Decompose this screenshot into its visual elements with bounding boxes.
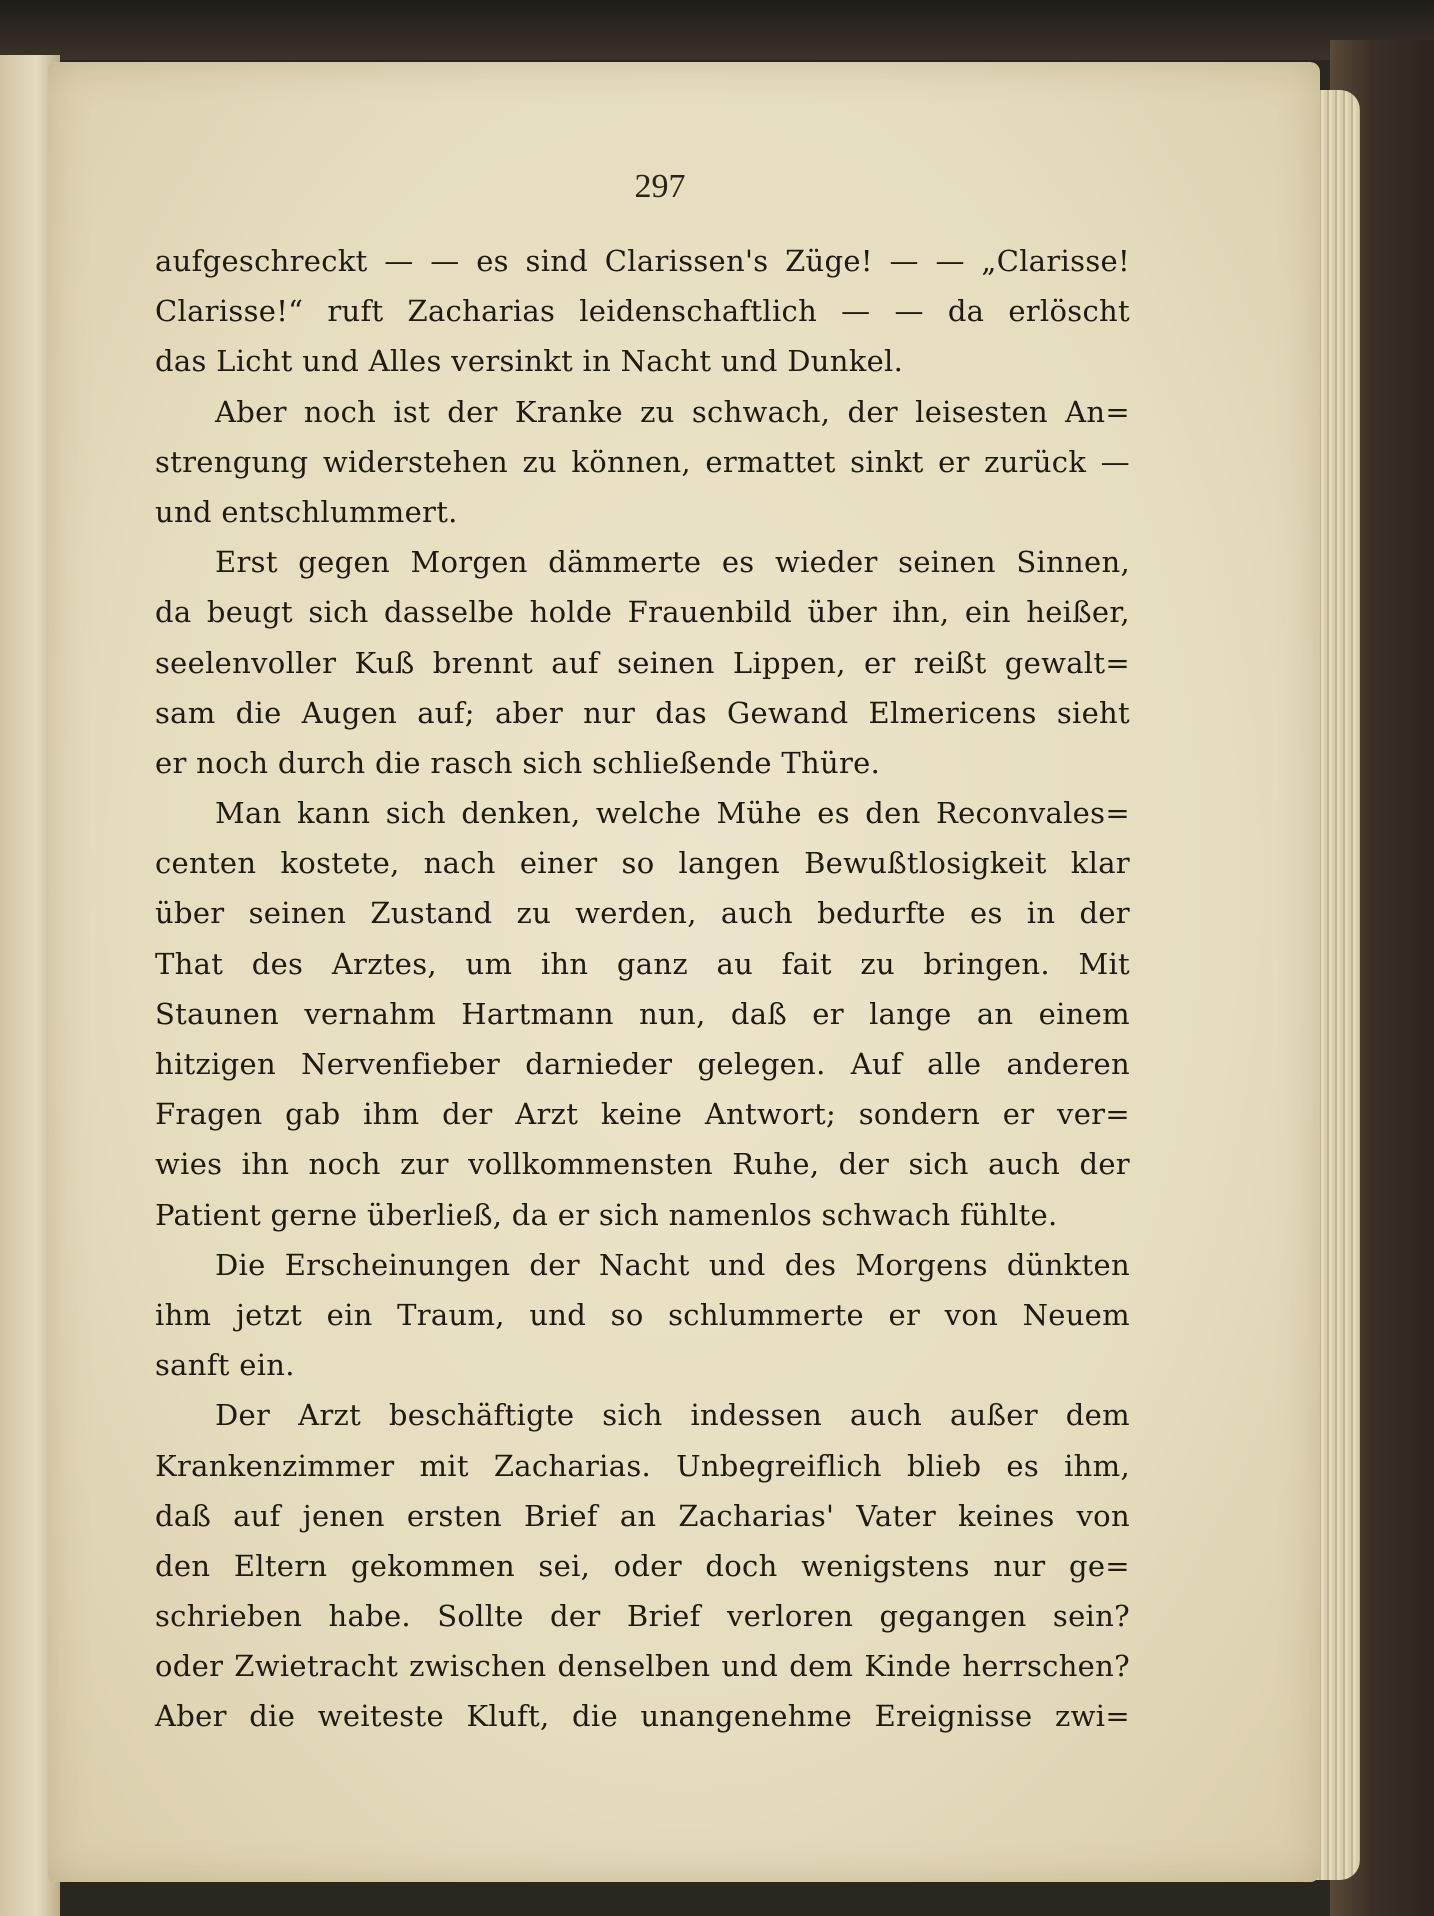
word: es — [1006, 1448, 1040, 1483]
word: holde — [529, 595, 613, 630]
word: centen — [155, 846, 257, 881]
word: Eltern — [233, 1548, 328, 1583]
word: Kinde — [864, 1649, 952, 1684]
word: Kuß — [354, 645, 415, 680]
word: einem — [1038, 996, 1130, 1031]
word: gegen — [298, 545, 390, 580]
word: nun, — [639, 996, 706, 1031]
word: seinen — [898, 545, 996, 580]
word: ein — [964, 595, 1011, 630]
word: Unbegreiflich — [676, 1448, 882, 1483]
word: Zacharias' — [678, 1498, 835, 1533]
word: Lippen, — [732, 645, 846, 680]
word: oder — [613, 1548, 682, 1583]
word: dünkten — [1006, 1247, 1130, 1282]
word: der — [1079, 1147, 1130, 1182]
word: reißt — [913, 645, 987, 680]
word: zu — [522, 444, 557, 479]
word: — — [894, 294, 924, 329]
word: auf — [233, 1498, 281, 1533]
word: ersten — [406, 1498, 503, 1533]
word: Aber — [215, 394, 287, 429]
word: können, — [571, 444, 691, 479]
word: alle — [927, 1047, 982, 1081]
word: widerstehen — [322, 444, 509, 479]
word: heißer, — [1026, 595, 1130, 630]
word: in — [1026, 896, 1056, 931]
word: der — [838, 1147, 890, 1182]
word: es — [817, 796, 850, 831]
word: nach — [423, 846, 496, 881]
body-text — [155, 236, 1130, 1742]
word: welche — [595, 796, 702, 831]
word: auf — [551, 645, 599, 680]
text-line — [155, 1641, 1130, 1691]
word: Nacht — [598, 1247, 690, 1282]
text-line — [155, 387, 1130, 437]
word: seelenvoller — [155, 645, 337, 680]
word: lange — [869, 996, 952, 1031]
word: zu — [860, 946, 895, 981]
backdrop — [0, 0, 1434, 60]
word: Clarissen's — [604, 244, 769, 278]
word: Zacharias — [407, 294, 556, 329]
word: auch — [850, 1398, 923, 1433]
word: gelegen. — [697, 1047, 826, 1081]
word: Morgens — [855, 1247, 988, 1282]
word: sinkt — [850, 444, 924, 479]
word: Erscheinungen — [284, 1247, 511, 1282]
word: ihn, — [892, 595, 950, 630]
word: zwischen — [409, 1649, 547, 1684]
word: aber — [494, 695, 564, 730]
word: an — [619, 1498, 657, 1533]
text-line — [155, 336, 1130, 386]
word: den — [155, 1548, 211, 1583]
text-line — [155, 1691, 1130, 1741]
word: weiteste — [317, 1699, 444, 1734]
page-number: 297 — [634, 168, 686, 205]
word: seinen — [248, 896, 347, 931]
word: nur — [993, 1548, 1046, 1583]
text-line — [155, 638, 1130, 688]
word: so — [621, 846, 655, 881]
text-line-content: und entschlummert. — [155, 494, 458, 529]
word: ihm — [155, 1297, 212, 1332]
text-line — [155, 437, 1130, 487]
word: Nervenfieber — [301, 1047, 501, 1081]
word: beugt — [206, 595, 293, 630]
word: Krankenzimmer — [155, 1448, 395, 1483]
word: dasselbe — [384, 595, 515, 630]
text-line — [155, 236, 1130, 286]
word: von — [944, 1297, 999, 1332]
word: die — [572, 1699, 618, 1734]
word: keine — [600, 1097, 683, 1132]
word: „Clarisse! — [981, 244, 1130, 278]
text-line — [155, 989, 1130, 1039]
word: jenen — [302, 1498, 385, 1533]
word: Fragen — [155, 1097, 263, 1132]
word: schwach, — [691, 394, 831, 429]
word: Sollte — [437, 1599, 524, 1634]
word: gab — [285, 1097, 341, 1132]
word: der — [447, 394, 498, 429]
word: darnieder — [525, 1047, 673, 1081]
word: kostete, — [280, 846, 400, 881]
word: anderen — [1006, 1047, 1130, 1081]
word: Zwietracht — [234, 1649, 399, 1684]
text-line — [155, 939, 1130, 989]
word: und — [708, 1247, 766, 1282]
word: sondern — [858, 1097, 981, 1132]
word: langen — [678, 846, 780, 881]
word: Brief — [626, 1599, 701, 1634]
word: vollkommensten — [468, 1147, 713, 1182]
word: er — [812, 996, 844, 1031]
word: Arzt — [298, 1398, 362, 1433]
word: Sinnen, — [1016, 545, 1130, 580]
word: zu — [516, 896, 552, 931]
word: er — [1002, 1097, 1035, 1132]
word: sich — [308, 595, 369, 630]
word: dämmerte — [548, 545, 702, 580]
word: That — [155, 946, 224, 981]
word: Zustand — [370, 896, 493, 931]
word: unangenehme — [640, 1699, 853, 1734]
text-line-content: sanft ein. — [155, 1348, 295, 1383]
word: der — [1079, 896, 1130, 931]
word: brennt — [432, 645, 534, 680]
text-line-content: er noch durch die rasch sich schließende Thüre. — [155, 745, 881, 780]
word: kann — [296, 796, 371, 831]
word: der — [529, 1247, 580, 1282]
word: aufgeschreckt — [155, 244, 368, 278]
text-line — [155, 1390, 1130, 1440]
word: verloren — [726, 1599, 854, 1634]
text-line — [155, 688, 1130, 738]
word: außer — [950, 1398, 1038, 1433]
word: seinen — [617, 645, 715, 680]
word: den — [865, 796, 921, 831]
word: zu — [640, 394, 675, 429]
word: leisesten — [915, 394, 1048, 429]
word: so — [610, 1297, 644, 1332]
word: auf; — [417, 695, 475, 730]
word: ermattet — [705, 444, 836, 479]
word: er — [888, 1297, 921, 1332]
word: mit — [419, 1448, 469, 1483]
word: er — [863, 645, 896, 680]
word: Elmericens — [868, 695, 1037, 730]
word: zwi= — [1055, 1699, 1130, 1734]
text-line — [155, 286, 1130, 336]
word: ver= — [1057, 1097, 1130, 1132]
word: oder — [155, 1649, 224, 1684]
text-line — [155, 1290, 1130, 1340]
word: der — [847, 394, 898, 429]
text-line — [155, 1240, 1130, 1290]
text-line — [155, 537, 1130, 587]
text-line — [155, 487, 1130, 537]
word: herrschen? — [962, 1649, 1130, 1684]
word: werden, — [575, 896, 697, 931]
word: — — [384, 244, 414, 278]
word: blieb — [906, 1448, 982, 1483]
word: die — [249, 1699, 296, 1734]
text-line — [155, 1491, 1130, 1541]
word: daß — [730, 996, 787, 1031]
word: — — [841, 294, 871, 329]
word: Kranke — [514, 394, 623, 429]
word: um — [465, 946, 513, 981]
text-line-content: Patient gerne überließ, da er sich namenlos schwach fühlte. — [155, 1197, 1058, 1232]
word: Antwort; — [704, 1097, 837, 1132]
word: gegangen — [879, 1599, 1027, 1634]
word: ihn — [540, 946, 589, 981]
word: noch — [303, 394, 377, 429]
word: Erst — [215, 545, 278, 580]
word: sind — [525, 244, 589, 278]
word: ganz — [616, 946, 688, 981]
word: Bewußtlosigkeit — [804, 846, 1047, 881]
word: Die — [215, 1247, 266, 1282]
word: jetzt — [235, 1297, 303, 1332]
word: da — [155, 595, 192, 630]
word: des — [251, 946, 304, 981]
word: ist — [393, 394, 431, 429]
word: da — [947, 294, 985, 329]
text-line — [155, 738, 1130, 788]
word: Ruhe, — [732, 1147, 820, 1182]
word: der — [442, 1097, 493, 1132]
word: Augen — [301, 695, 398, 730]
word: Züge! — [785, 244, 873, 278]
word: er — [938, 444, 970, 479]
text-line — [155, 587, 1130, 637]
word: sich — [908, 1147, 969, 1182]
text-line — [155, 838, 1130, 888]
word: leidenschaftlich — [579, 294, 818, 329]
text-line — [155, 1340, 1130, 1390]
word: und — [529, 1297, 587, 1332]
word: es — [721, 545, 755, 580]
word: vernahm — [304, 996, 437, 1031]
text-line — [155, 1190, 1130, 1240]
word: Aber — [155, 1699, 227, 1734]
word: ruft — [327, 294, 384, 329]
word: fait — [781, 946, 832, 981]
word: indessen — [690, 1398, 823, 1433]
word: wies — [155, 1147, 223, 1182]
word: Traum, — [397, 1297, 505, 1332]
text-line — [155, 1089, 1130, 1139]
text-line — [155, 888, 1130, 938]
word: sich — [385, 796, 447, 831]
word: — — [430, 244, 460, 278]
word: zurück — [984, 444, 1087, 479]
text-line-content: das Licht und Alles versinkt in Nacht und Dunkel. — [155, 344, 904, 379]
word: Vater — [856, 1498, 937, 1533]
word: gekommen — [350, 1548, 515, 1583]
word: ihn — [241, 1147, 290, 1182]
word: denken, — [461, 796, 581, 831]
word: Auf — [850, 1047, 903, 1081]
word: Gewand — [726, 695, 849, 730]
word: Mühe — [716, 796, 802, 831]
word: hitzigen — [155, 1047, 276, 1081]
word: bedurfte — [817, 896, 946, 931]
word: die — [235, 695, 282, 730]
word: zur — [400, 1147, 449, 1182]
word: ihm — [363, 1097, 420, 1132]
word: schrieben — [155, 1599, 303, 1634]
word: Kluft, — [466, 1699, 550, 1734]
word: sei, — [538, 1548, 591, 1583]
word: das — [655, 695, 707, 730]
word: doch — [705, 1548, 778, 1583]
word: und — [721, 1649, 779, 1684]
word: daß — [155, 1498, 212, 1533]
word: Man — [215, 796, 282, 831]
text-line — [155, 788, 1130, 838]
word: Der — [215, 1398, 271, 1433]
word: einer — [519, 846, 598, 881]
word: beschäftigte — [388, 1398, 575, 1433]
word: klar — [1070, 846, 1130, 881]
word: sieht — [1056, 695, 1130, 730]
word: über — [155, 896, 225, 931]
word: der — [550, 1599, 601, 1634]
word: keines — [957, 1498, 1055, 1533]
word: schlummerte — [668, 1297, 865, 1332]
word: es — [970, 896, 1003, 931]
word: An= — [1065, 394, 1130, 429]
word: Clarisse!“ — [155, 294, 304, 329]
word: — — [935, 244, 965, 278]
word: Ereignisse — [874, 1699, 1033, 1734]
word: von — [1076, 1498, 1130, 1533]
word: Reconvales= — [935, 796, 1130, 831]
word: bringen. — [923, 946, 1050, 981]
word: noch — [308, 1147, 381, 1182]
word: denselben — [557, 1649, 711, 1684]
word: ihm, — [1064, 1448, 1130, 1483]
word: strengung — [155, 444, 309, 479]
word: es — [476, 244, 509, 278]
word: über — [807, 595, 877, 630]
text-line — [155, 1541, 1130, 1591]
word: Mit — [1078, 946, 1130, 981]
word: Neuem — [1022, 1297, 1130, 1332]
word: des — [784, 1247, 837, 1282]
word: an — [976, 996, 1014, 1031]
word: Hartmann — [461, 996, 614, 1031]
word: Brief — [523, 1498, 598, 1533]
text-line — [155, 1441, 1130, 1491]
word: auch — [988, 1147, 1061, 1182]
word: dem — [789, 1649, 854, 1684]
word: Morgen — [410, 545, 528, 580]
text-line — [155, 1591, 1130, 1641]
word: gewalt= — [1004, 645, 1130, 680]
word: dem — [1065, 1398, 1130, 1433]
word: Staunen — [155, 996, 280, 1031]
word: ge= — [1068, 1548, 1130, 1583]
word: Frauenbild — [627, 595, 793, 630]
text-line — [155, 1039, 1130, 1089]
word: sich — [602, 1398, 663, 1433]
word: nur — [583, 695, 636, 730]
word: Arztes, — [331, 946, 437, 981]
word: — — [1100, 444, 1130, 479]
word: — — [889, 244, 919, 278]
word: erlöscht — [1008, 294, 1130, 329]
word: habe. — [328, 1599, 411, 1634]
word: au — [716, 946, 754, 981]
text-line — [155, 1139, 1130, 1189]
word: wieder — [774, 545, 878, 580]
word: ein — [326, 1297, 373, 1332]
word: Arzt — [515, 1097, 579, 1132]
word: sein? — [1052, 1599, 1130, 1634]
word: sam — [155, 695, 216, 730]
word: Zacharias. — [493, 1448, 652, 1483]
word: wenigstens — [801, 1548, 970, 1583]
word: auch — [720, 896, 793, 931]
